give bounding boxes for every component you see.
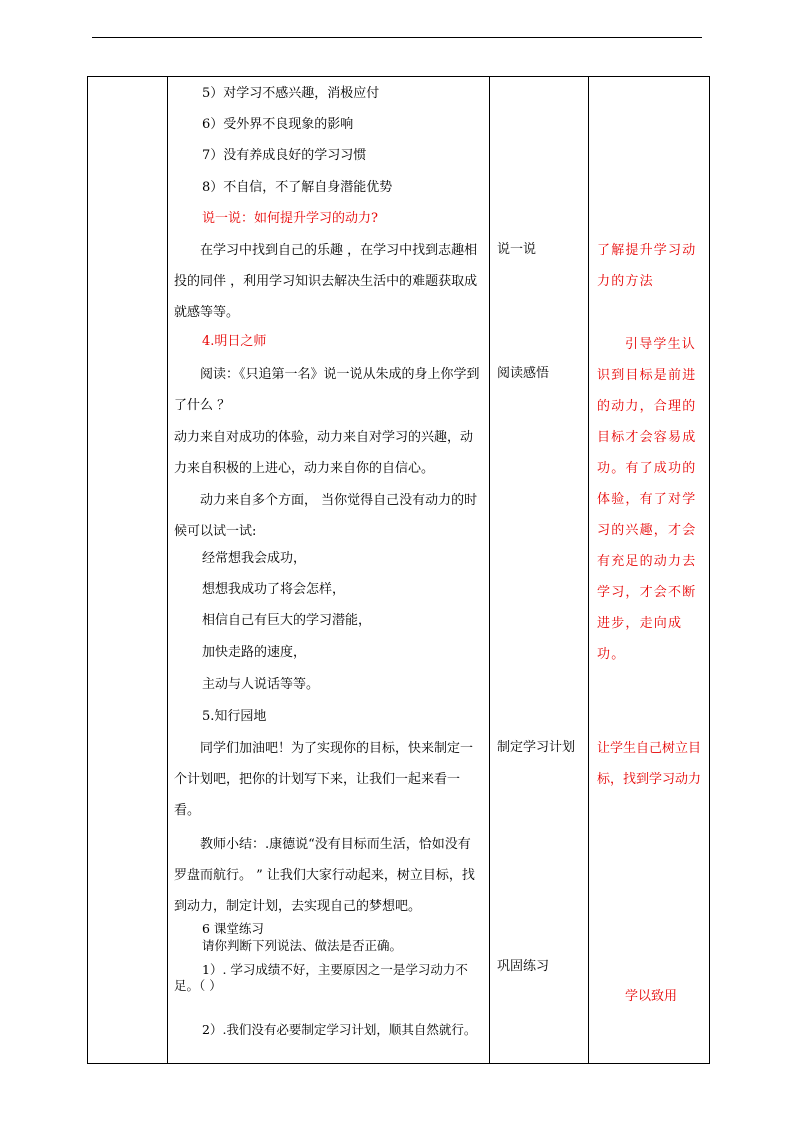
activity-practice: 巩固练习 [497,959,550,974]
tip-3: 相信自己有巨大的学习潜能， [202,613,372,628]
tip-2: 想想我成功了将会怎样， [202,582,346,597]
aspects-text: 动力来自多个方面， 当你觉得自己没有动力的时候可以试一试: [174,493,478,539]
reason-5: 5）对学习不感兴趣，消极应付 [202,86,380,101]
exercise-1: 1）. 学习成绩不好，主要原因之一是学习动力不足。（ ） [174,962,468,993]
intent-cell [589,77,710,1064]
page-header-rule [92,37,702,38]
lesson-plan-table [87,76,710,1064]
shuo-body: 在学习中找到自己的乐趣 ，在学习中找到志趣相投的同伴 ，利用学习知识去解决生活中的难题获取成就感等等。 [174,243,478,320]
section-6-title: 6 课堂练习 [202,921,264,936]
tip-5: 主动与人说话等等。 [202,677,320,692]
intent-1: 了解提升学习动力的方法 [597,243,697,289]
activity-plan: 制定学习计划 [497,740,576,755]
section-4-title: 4.明日之师 [202,334,267,349]
motivation-text: 动力来自对成功的体验，动力来自对学习的兴趣，动力来自积极的上进心，动力来自你的自信心。 [174,430,474,476]
activity-cell [490,77,589,1064]
intent-4: 学以致用 [625,989,678,1004]
tip-1: 经常想我会成功， [202,551,307,566]
reason-6: 6）受外界不良现象的影响 [202,117,354,132]
reading-prompt: 阅读：《只追第一名》说一说从朱成的身上你学到了什么 ？ [174,367,480,413]
activity-shuo: 说一说 [497,242,537,257]
reason-8: 8）不自信，不了解自身潜能优势 [202,180,393,195]
reason-7: 7）没有养成良好的学习习惯 [202,148,367,163]
tip-4: 加快走路的速度， [202,645,307,660]
activity-reading: 阅读感悟 [497,366,550,381]
stage-cell [88,77,168,1064]
exercise-2: 2）.我们没有必要制定学习计划，顺其自然就行。 [202,1022,477,1037]
exercise-intro: 请你判断下列说法、做法是否正确。 [202,938,403,953]
shuo-heading: 说一说：如何提升学习的动力? [202,211,378,226]
intent-3: 让学生自己树立目标，找到学习动力 [597,741,702,787]
teacher-summary: 教师小结：.康德说“没有目标而生活，恰如没有罗盘而航行。 ” 让我们大家行动起来，树立目标，找到动力，制定计划，去实现自己的梦想吧。 [174,837,475,914]
content-cell [168,77,490,1064]
intent-2: 引导学生认识到目标是前进的动力，合理的目标才会容易成功。有了成功的体验，有了对学习的兴趣，才会有充足的动力去学习，才会不断进步，走向成功。 [597,337,697,662]
section-5-title: 5.知行园地 [202,709,267,724]
table-row [88,77,710,1064]
plan-text: 同学们加油吧！为了实现你的目标，快来制定一个计划吧，把你的计划写下来，让我们一起来看一看。 [174,741,474,818]
